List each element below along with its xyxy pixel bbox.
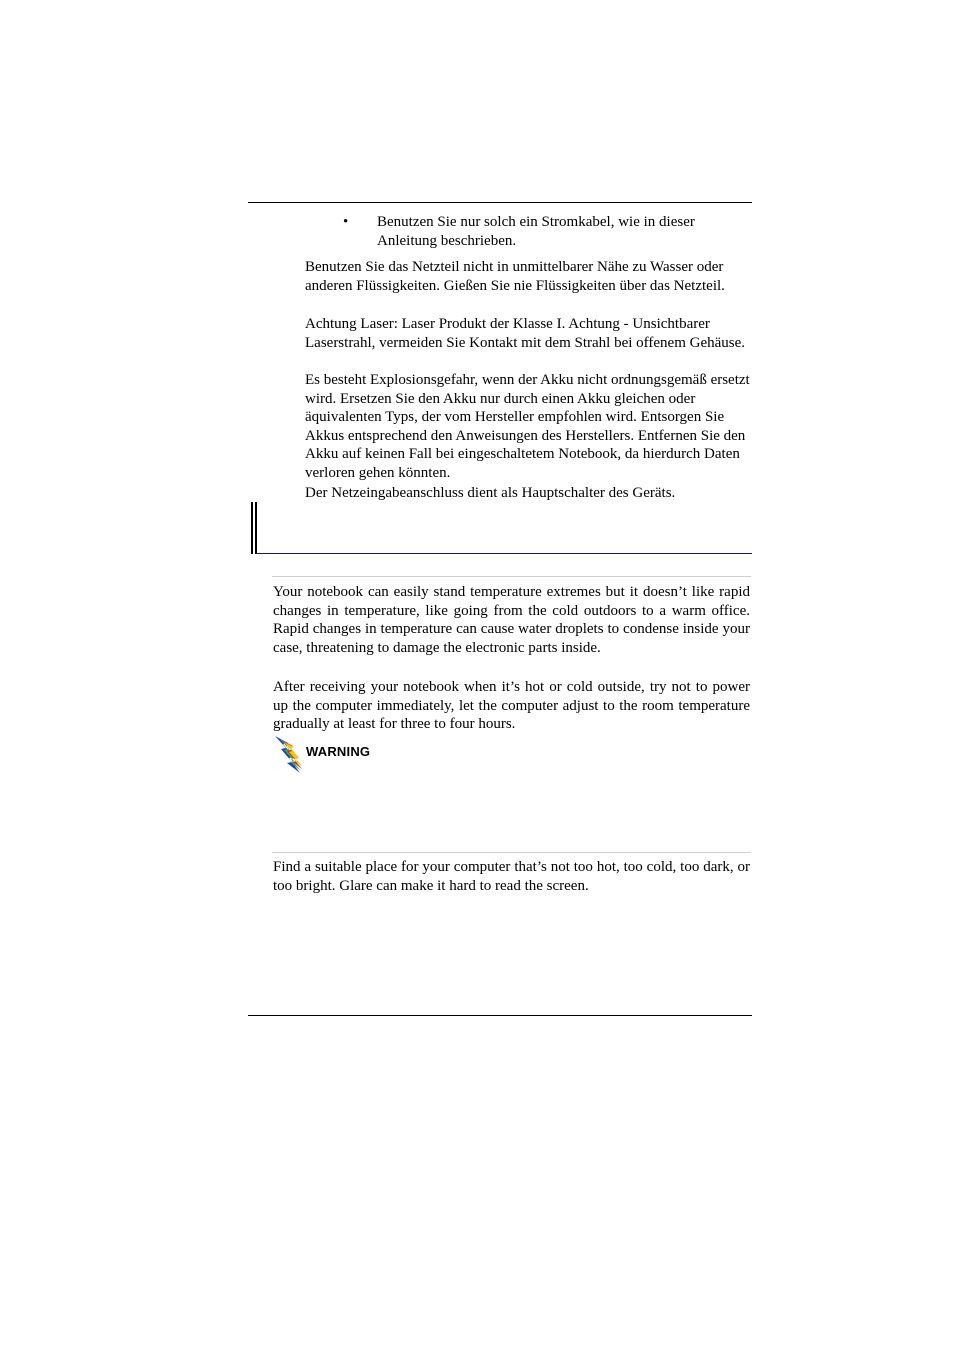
warning-notice: [272, 734, 392, 774]
location-paragraph: Find a suitable place for your computer that’s not too hot, too cold, too dark, or too bright. Glare can make it hard to read the screen.: [273, 859, 750, 894]
subsection-rule: [272, 852, 751, 853]
bullet-icon: •: [343, 214, 349, 230]
german-paragraph: Der Netzeingabeanschluss dient als Hauptschalter des Geräts.: [305, 485, 676, 501]
bullet-text: Benutzen Sie nur solch ein Stromkabel, wie in dieser Anleitung beschrieben.: [377, 214, 695, 249]
warning-lightning-icon: [272, 734, 306, 774]
top-rule: [248, 202, 752, 203]
warning-label: WARNING: [306, 744, 371, 759]
section-heading-marker: [251, 502, 257, 554]
german-paragraph: Es besteht Explosionsgefahr, wenn der Akku nicht ordnungsgemäß ersetzt wird. Ersetzen Sie den Akku nur durch einen Akku gleichen oder äquivalenten Typs, der vom Hersteller empfohlen wird. Entsorgen Sie Akkus entsprechend den Anweisungen des Herstellers. Entfernen Sie den Akku auf keinen Fall bei eingeschaltetem Notebook, da hierdurch Daten verloren gehen könnten.: [305, 372, 750, 481]
bottom-rule: [248, 1015, 752, 1016]
section-heading-rule: [256, 553, 752, 554]
temperature-paragraph: After receiving your notebook when it’s hot or cold outside, try not to power up the computer immediately, let the computer adjust to the room temperature gradually at least for three to four hours.: [273, 679, 750, 732]
german-paragraph: Achtung Laser: Laser Produkt der Klasse I. Achtung - Unsichtbarer Laserstrahl, vermeiden Sie Kontakt mit dem Strahl bei offenem Gehäuse.: [305, 316, 746, 351]
german-paragraph: Benutzen Sie das Netzteil nicht in unmittelbarer Nähe zu Wasser oder anderen Flüssigkeiten. Gießen Sie nie Flüssigkeiten über das Netzteil.: [305, 259, 725, 294]
temperature-paragraph: Your notebook can easily stand temperature extremes but it doesn’t like rapid changes in temperature, like going from the cold outdoors to a warm office. Rapid changes in temperature can cause water droplets to condense inside your case, threatening to damage the electronic parts inside.: [273, 584, 750, 656]
subsection-rule: [272, 576, 751, 577]
